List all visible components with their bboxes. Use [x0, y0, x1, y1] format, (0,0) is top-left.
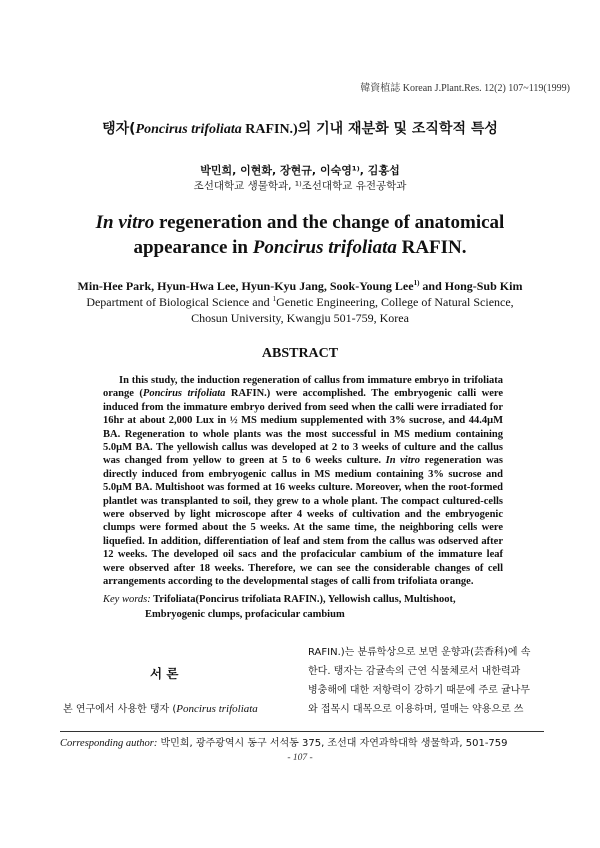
english-affiliation-line1	[0, 294, 600, 310]
footnote-divider	[60, 731, 544, 732]
corresponding-author-label: Corresponding author:	[60, 738, 158, 749]
intro-right-column	[308, 643, 553, 719]
korean-title-post: 의 기내 재분화 및 조직학적 특성	[297, 121, 498, 137]
page-number: - 107 -	[287, 753, 313, 763]
english-title-invitro: In vitro	[95, 212, 155, 233]
abstract-text-2: RAFIN.) were accomplished. The embryogenic calli were induced from the immature embryo derived from seed when the calli were irradiated for 16hr at about 2,000 Lux in ½ MS medium supplemented with 3% sucrose, and 44.4μM BA. Regeneration to whole plants was the most successful in MS medium containing 5.0μM BA. The yellowish callus was developed at 2 to 3 weeks of culture and the callus was changed from yellow to green at 5 to 6 weeks culture.	[103, 388, 503, 467]
abstract-body	[103, 374, 503, 589]
intro-left-species: Poncirus trifoliata	[176, 703, 258, 715]
english-authors-sup: 1)	[413, 279, 420, 287]
abstract-text-1: In this study, the induction regeneration of callus from immature embryo in trifoliata orange (	[103, 375, 503, 400]
abstract-species: Poncirus trifoliata	[142, 388, 226, 400]
keywords-label: Key words:	[103, 594, 151, 605]
affil-dept: Department of Biological Science and	[86, 295, 273, 309]
korean-title	[0, 118, 600, 138]
english-title-species: Poncirus trifoliata	[252, 237, 397, 258]
intro-right-line: 와 접목시 대목으로 이용하며, 열매는 약용으로 쓰	[308, 704, 524, 715]
korean-title-pre: 탱자(	[102, 121, 136, 137]
english-title-line2-post: RAFIN.	[396, 237, 467, 258]
english-authors-tail: and Hong-Sub Kim	[419, 279, 523, 293]
english-affiliation-line2: Chosun University, Kwangju 501-759, Korea	[191, 311, 409, 325]
abstract-text-3: regeneration was directly induced from embryogenic callus in MS medium containing 3% sucrose and 5.0μM BA. Multishoot was formed at 16 weeks culture. Moreover, when the root-formed plantlet was transplanted to soil, they grew to a whole plant. The compact cultured-cells were observed by light microscope after 4 weeks of cultivation and the embryogenic clumps were formed about the 5 weeks. At the same time, the neighboring cells were liquefied. In addition, differentiation of leaf and stem from the callus was odserved after 12 weeks. The developed oil sacs and the profacicular cambium of the immature leaf were observed after 18 weeks. Therefore, we can see the considerable changes of cell arrangements according to the developmental stages of calli from trifoliata orange.	[103, 455, 504, 588]
abstract-invitro: In vitro	[385, 455, 420, 467]
english-authors	[0, 279, 600, 294]
corresponding-author-details: 박민희, 광주광역시 동구 서석동 375, 조선대 자연과학대학 생물학과, 501-759	[160, 738, 508, 749]
journal-reference: 韓資植誌 Korean J.Plant.Res. 12(2) 107~119(1999)	[360, 83, 570, 94]
affil-sup: 1	[272, 295, 277, 303]
english-title-line2	[0, 235, 600, 260]
intro-right-line: 한다. 탱자는 감귤속의 근연 식물체로서 내한력과	[308, 666, 521, 677]
english-title-line1-rest: regeneration and the change of anatomical	[154, 212, 505, 233]
affil-college: Genetic Engineering, College of Natural Science,	[276, 295, 514, 309]
corresponding-author	[60, 734, 550, 749]
introduction-heading: 서 론	[150, 666, 179, 681]
intro-left-text: 본 연구에서 사용한 탱자 (	[63, 704, 177, 715]
abstract-heading: ABSTRACT	[261, 346, 339, 361]
korean-affiliation: 조선대학교 생물학과, ¹⁾조선대학교 유전공학과	[193, 180, 407, 192]
abstract-paragraph	[103, 374, 503, 589]
keywords-line1: Trifoliata(Poncirus trifoliata RAFIN.), Yellowish callus, Multishoot,	[150, 594, 456, 605]
english-title	[0, 210, 600, 260]
english-authors-main: Min-Hee Park, Hyun-Hwa Lee, Hyun-Kyu Jang, Sook-Young Lee	[77, 279, 414, 293]
english-title-line2-pre: appearance in	[133, 237, 253, 258]
korean-authors: 박민희, 이현화, 장현규, 이숙영¹⁾, 김홍섭	[200, 164, 400, 177]
intro-right-line: 병충해에 대한 저항력이 강하기 때문에 주로 귤나무	[308, 685, 530, 696]
english-title-line1	[0, 210, 600, 235]
keywords-line2: Embryogenic clumps, profacicular cambium	[145, 609, 345, 620]
english-affiliation	[0, 294, 600, 326]
korean-title-species: Poncirus trifoliata	[135, 122, 242, 137]
intro-right-line: RAFIN.)는 분류학상으로 보면 운향과(芸香科)에 속	[308, 647, 531, 658]
intro-left-column	[63, 700, 288, 715]
korean-title-rafin: RAFIN.)	[241, 122, 298, 137]
keywords	[103, 592, 503, 622]
